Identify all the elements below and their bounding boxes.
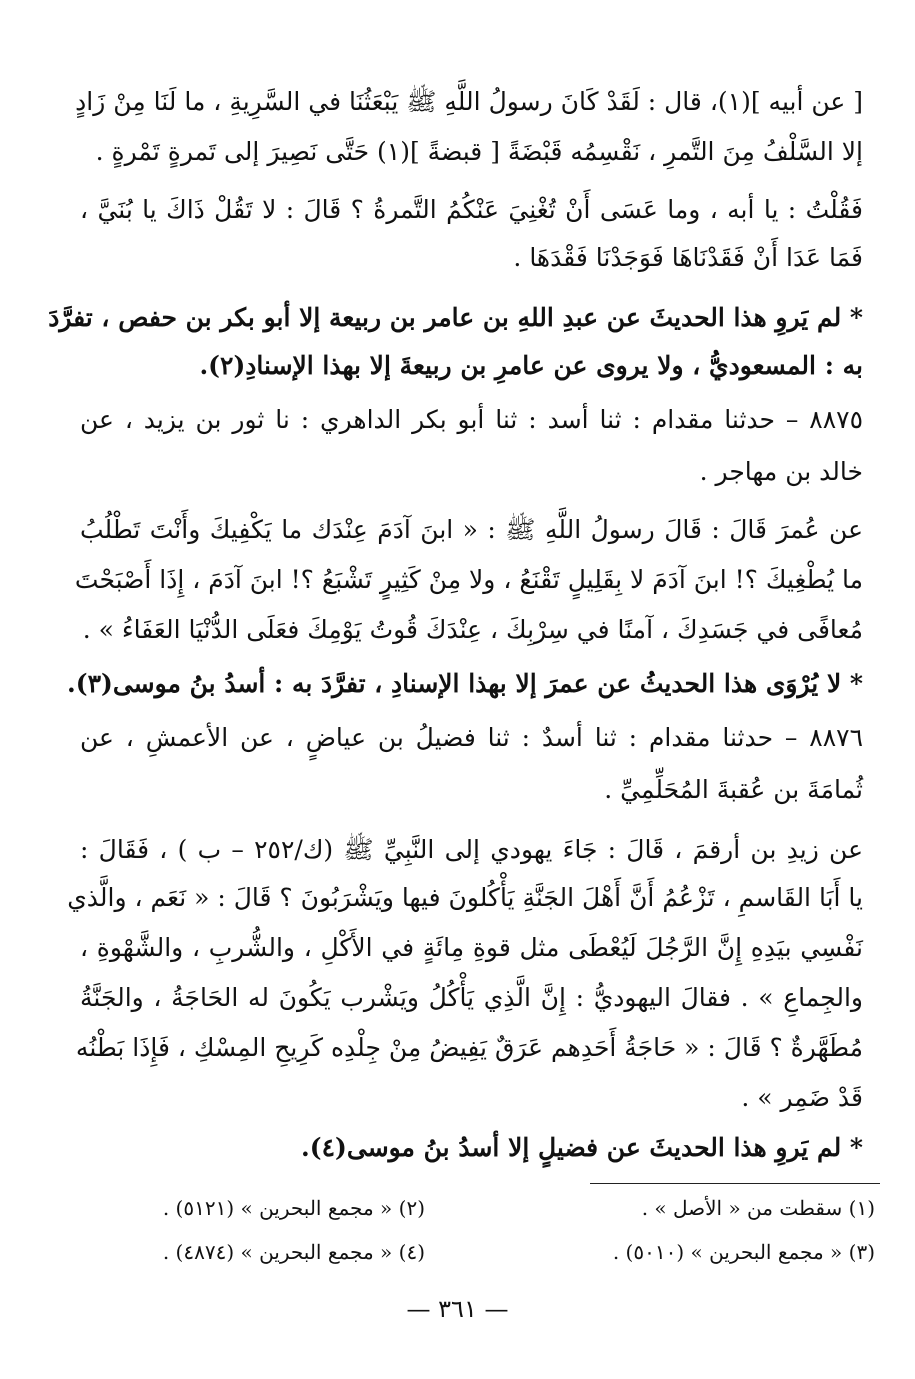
text-line-11: مُعافًى في جَسَدِكَ ، آمنًا في سِرْبِكَ ، عِنْدَكَ قُوتُ يَوْمِكَ فعَلَى الدُّنْيَا العَفَاءُ » .: [82, 615, 863, 644]
text-line-3: فَقُلْتُ : يا أبه ، وما عَسَى أَنْ تُغْنِيَ عَنْكُمُ التَّمرةُ ؟ قَالَ : لا تَقُلْ ذَاكَ يا بُنَيَّ ،: [80, 195, 863, 224]
footnote-1: (١) سقطت من « الأصل » .: [641, 1196, 875, 1220]
text-line-20: قَدْ ضَمِر » .: [741, 1083, 863, 1112]
footnote-divider: [590, 1183, 880, 1184]
hadith-8875-line-1: ٨٨٧٥ – حدثنا مقدام : ثنا أسد : ثنا أبو بكر الداهري : نا ثور بن يزيد ، عن: [80, 405, 863, 434]
footnote-4: (٤) « مجمع البحرين » (٤٨٧٤) .: [162, 1240, 425, 1264]
text-line-18: والجِماعِ » . فقالَ اليهوديُّ : إِنَّ الَّذِي يَأْكُلُ ويَشْرب يَكُونَ له الحَاجَةُ ، والجَنَّةُ: [80, 983, 863, 1012]
hadith-8876-line-2: ثُمامَةَ بن عُقبةَ المُحَلِّمِيِّ .: [604, 775, 863, 804]
text-line-9: عن عُمرَ قَالَ : قَالَ رسولُ اللَّهِ ﷺ : « ابنَ آدَمَ عِنْدَك ما يَكْفِيكَ وأَنْتَ تَطْلُبُ: [80, 515, 863, 544]
footnote-3: (٣) « مجمع البحرين » (٥٠١٠) .: [612, 1240, 875, 1264]
page-number: — ٣٦١ —: [406, 1295, 509, 1323]
text-line-2: إلا السَّلْفُ مِنَ التَّمرِ ، نَقْسِمُه قَبْضَةً [ قبضةً ](١) حَتَّى نَصِيرَ إلى تَمرةٍ تَمْرةٍ .: [95, 137, 863, 166]
text-line-17: نَفْسِي بيَدِهِ إِنَّ الرَّجُلَ لَيُعْطَى مثل قوةِ مِائَةٍ في الأَكْلِ ، والشُّربِ ، والشَّهْوةِ ،: [80, 933, 863, 962]
commentary-line-2: به : المسعوديُّ ، ولا يروى عن عامرِ بن ربيعةَ إلا بهذا الإسنادِ(٢).: [199, 351, 863, 380]
hadith-8876-line-1: ٨٨٧٦ – حدثنا مقدام : ثنا أسدٌ : ثنا فضيلُ بن عياضٍ ، عن الأعمشِ ، عن: [80, 723, 863, 752]
commentary-line-3: * لا يُرْوَى هذا الحديثُ عن عمرَ إلا بهذا الإسنادِ ، تفرَّدَ به : أسدُ بنُ موسى(٣).: [67, 669, 863, 698]
commentary-line-4: * لم يَروِ هذا الحديثَ عن فضيلٍ إلا أسدُ بنُ موسى(٤).: [301, 1133, 863, 1162]
text-line-15: عن زيدِ بن أرقمَ ، قَالَ : جَاءَ يهودي إلى النَّبِيِّ ﷺ (ك/٢٥٢ – ب ) ، فَقَالَ :: [80, 835, 864, 864]
footnote-2: (٢) « مجمع البحرين » (٥١٢١) .: [162, 1196, 425, 1220]
text-line-4: فَمَا عَدَا أَنْ فَقَدْنَاهَا فَوَجَدْنَا فَقْدَهَا .: [513, 243, 863, 272]
commentary-line-1: * لم يَروِ هذا الحديثَ عن عبدِ اللهِ بن عامر بن ربيعة إلا أبو بكر بن حفص ، تفرَّدَ: [48, 303, 863, 332]
text-line-19: مُطَهَّرةٌ ؟ قَالَ : « حَاجَةُ أَحَدِهم عَرَقٌ يَفِيضُ مِنْ جِلْدِه كَرِيحِ المِسْكِ ، فَإِذَا بَطْنُه: [75, 1033, 863, 1062]
text-line-1: [ عن أبيه ](١)، قال : لَقَدْ كَانَ رسولُ اللَّهِ ﷺ يَبْعَثُنَا في السَّرِيةِ ، ما لَنَا مِنْ زَادٍ: [75, 87, 863, 116]
text-line-16: يا أَبَا القَاسمِ ، تَزْعُمُ أَنَّ أَهْلَ الجَنَّةِ يَأْكُلونَ فيها ويَشْرَبُونَ ؟ قَالَ : « نَعَم ، والَّذي: [67, 883, 863, 912]
hadith-8875-line-2: خالد بن مهاجر .: [699, 457, 863, 486]
text-line-10: ما يُطْغِيكَ ؟! ابنَ آدَمَ لا بِقَلِيلٍ تَقْنَعُ ، ولا مِنْ كَثِيرٍ تَشْبَعُ ؟! ابنَ آدَمَ ، إِذَا أَصْبَحْتَ: [74, 565, 863, 594]
